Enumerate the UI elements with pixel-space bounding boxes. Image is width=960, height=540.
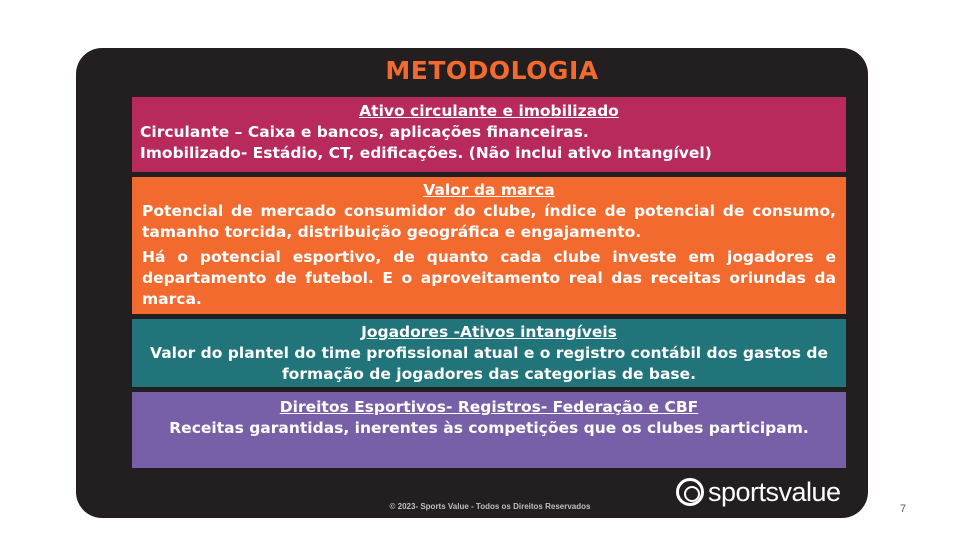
sportsvalue-logo	[676, 474, 841, 510]
box-direitos-esportivos	[132, 392, 846, 468]
box-heading: Jogadores -Ativos intangíveis	[361, 323, 617, 341]
page-number: 7	[900, 503, 907, 515]
box-heading: Valor da marca	[423, 181, 555, 199]
logo-text: sportsvalue	[708, 476, 841, 507]
box-heading: Ativo circulante e imobilizado	[359, 102, 619, 120]
slide-title: METODOLOGIA	[385, 56, 599, 85]
logo-circle-icon	[676, 478, 704, 506]
box-valor-marca	[132, 177, 846, 314]
box-heading: Direitos Esportivos- Registros- Federação e CBF	[279, 398, 699, 416]
box-text: Receitas garantidas, inerentes às competições que os clubes participam.	[169, 419, 809, 437]
copyright-footer: © 2023- Sports Value - Todos os Direitos Reservados	[389, 502, 591, 511]
box-line: Imobilizado- Estádio, CT, edificações. (Não inclui ativo intangível)	[140, 144, 712, 162]
box-paragraph: Há o potencial esportivo, de quanto cada clube investe em jogadores e departamento de futebol. E o aproveitamento real das receitas oriundas da marca.	[142, 248, 836, 308]
box-jogadores	[132, 319, 846, 387]
box-line: Circulante – Caixa e bancos, aplicações financeiras.	[140, 123, 589, 141]
box-text: Valor do plantel do time profissional atual e o registro contábil dos gastos de formação de jogadores das categorias de base.	[150, 344, 828, 383]
box-paragraph: Potencial de mercado consumidor do clube, índice de potencial de consumo, tamanho torcida, distribuição geográfica e engajamento.	[142, 202, 836, 241]
box-ativo-circulante	[132, 97, 846, 172]
